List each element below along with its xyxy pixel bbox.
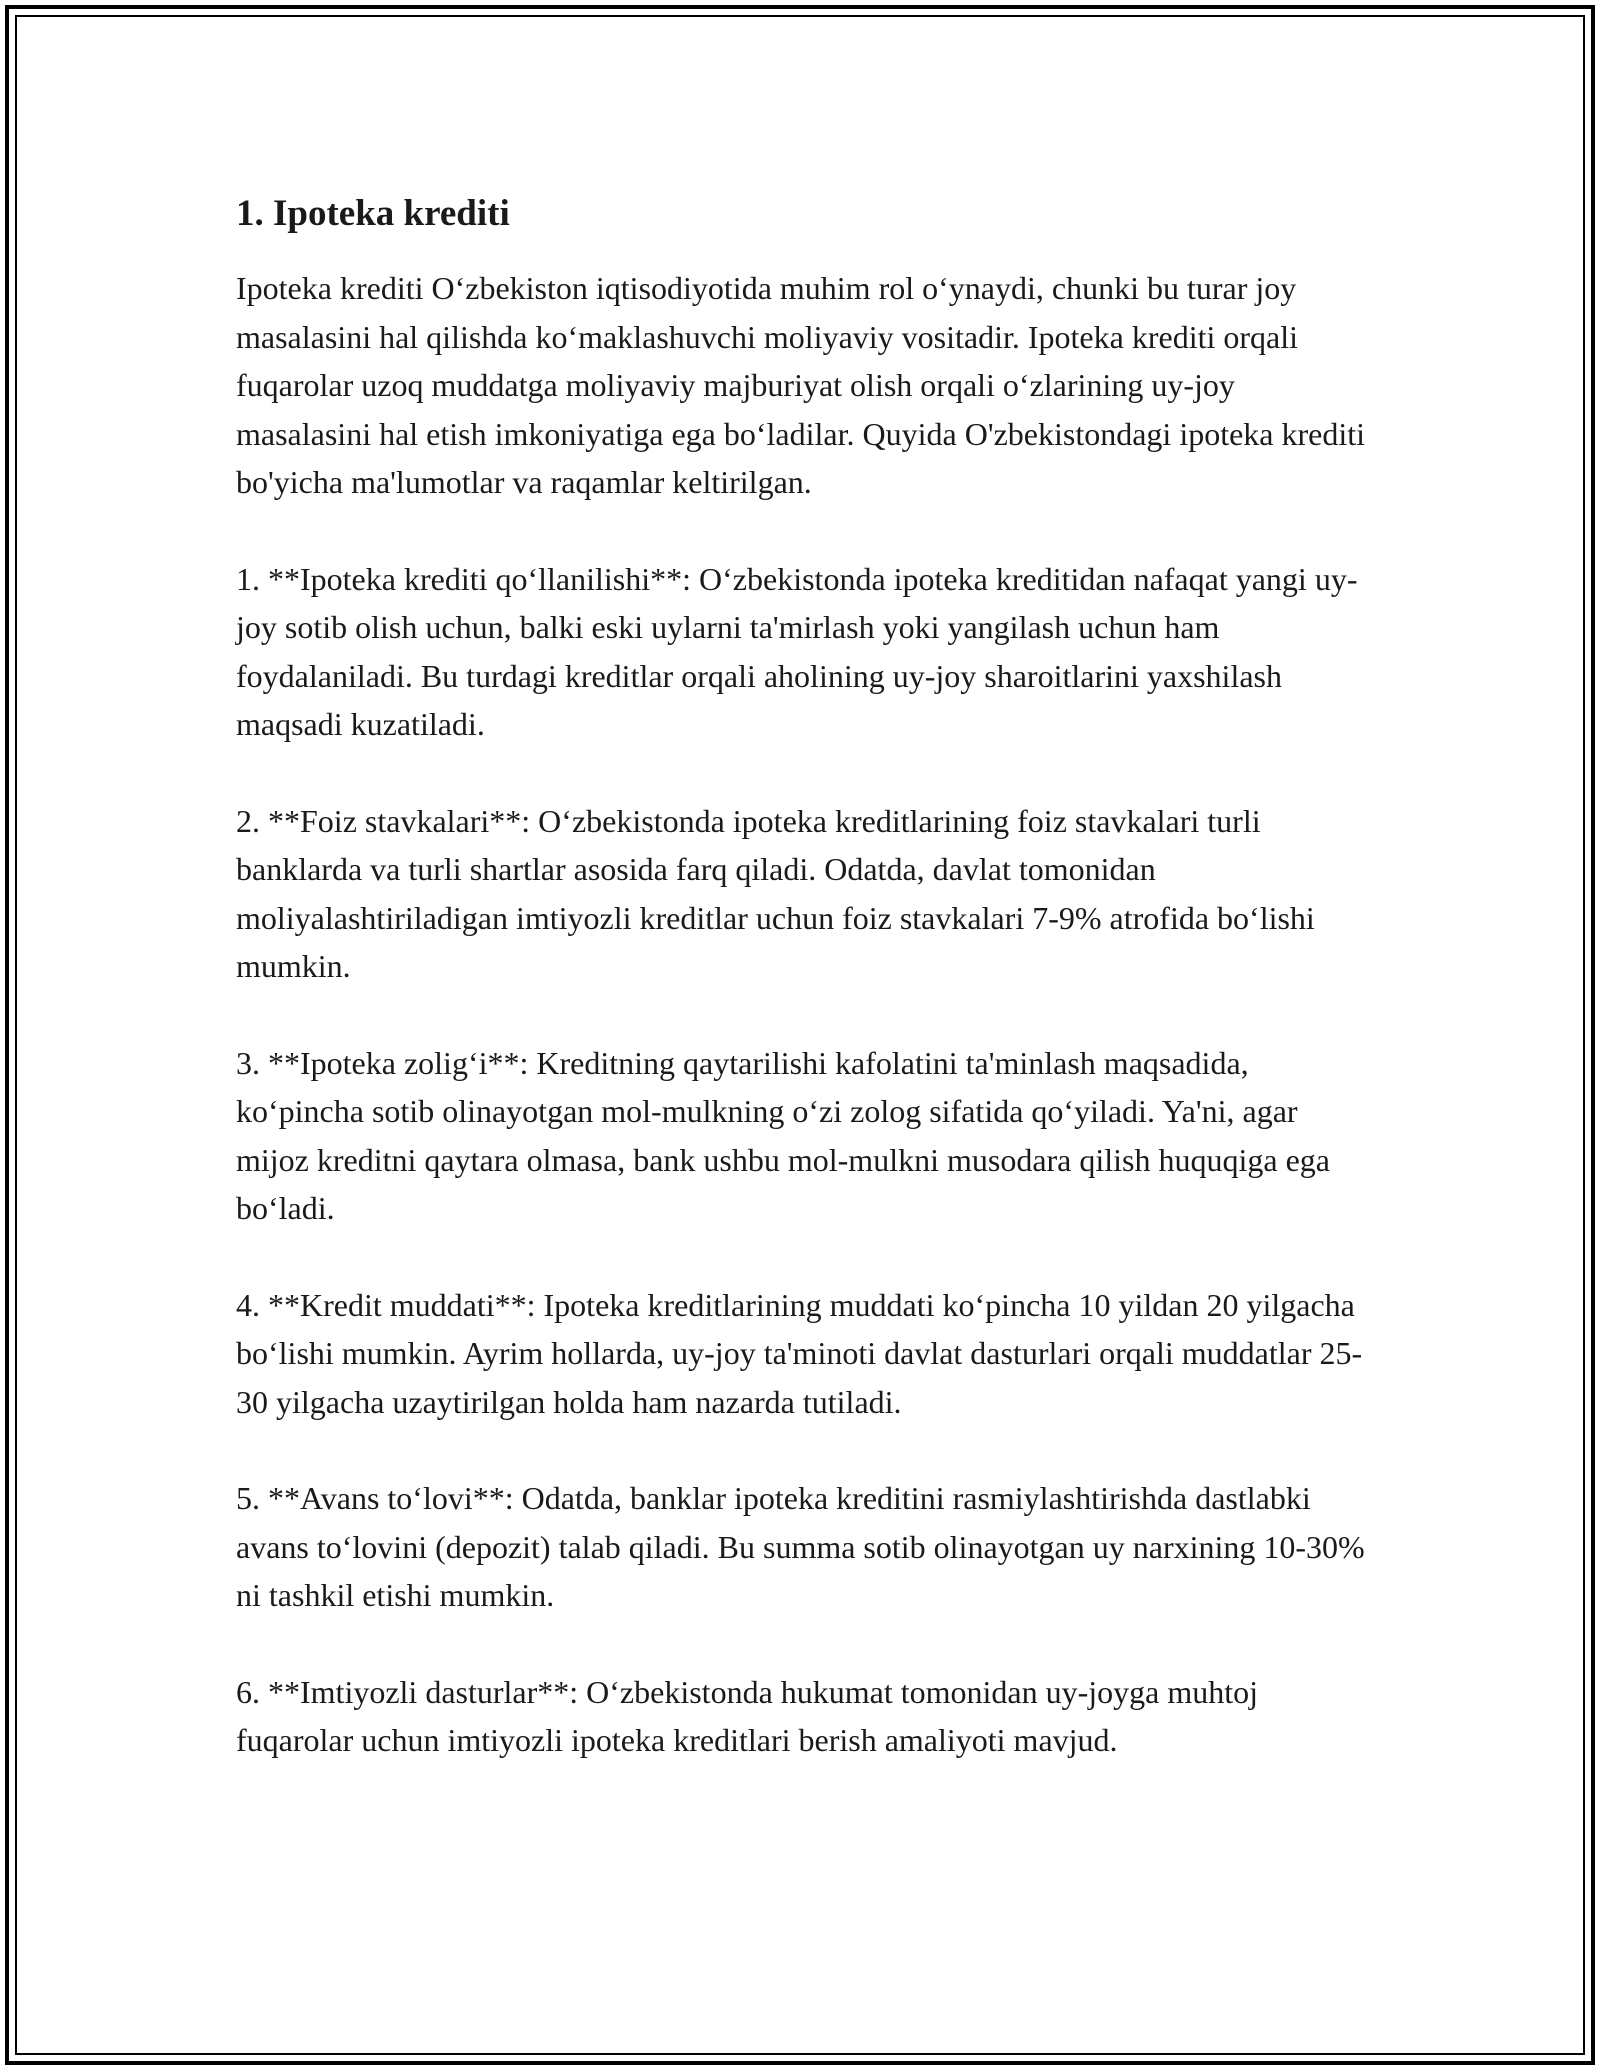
- paragraph-ipoteka-zoligi: 3. **Ipoteka zolig‘i**: Kreditning qaytarilishi kafolatini ta'minlash maqsadida, ko‘pincha sotib olinayotgan mol-mulkning o‘zi zolog sifatida qo‘yiladi. Ya'ni, agar mijoz kreditni qaytara olmasa, bank ushbu mol-mulkni musodara qilish huquqiga ega bo‘ladi.: [236, 1044, 1330, 1226]
- paragraph-foiz-stavkalari: 2. **Foiz stavkalari**: O‘zbekistonda ipoteka kreditlarining foiz stavkalari turli banklarda va turli shartlar asosida farq qiladi. Odatda, davlat tomonidan moliyalashtiriladigan imtiyozli kreditlar uchun foiz stavkalari 7-9% atrofida bo‘lishi mumkin.: [236, 802, 1315, 984]
- paragraph-kredit-qollanilishi: 1. **Ipoteka krediti qo‘llanilishi**: O‘zbekistonda ipoteka kreditidan nafaqat yangi uy-joy sotib olish uchun, balki eski uylarni ta'mirlash yoki yangilash uchun ham foydalaniladi. Bu turdagi kreditlar orqali aholining uy-joy sharoitlarini yaxshilash maqsadi kuzatiladi.: [236, 560, 1358, 742]
- paragraph-imtiyozli-dasturlar: 6. **Imtiyozli dasturlar**: O‘zbekistonda hukumat tomonidan uy-joyga muhtoj fuqarolar uchun imtiyozli ipoteka kreditlari berish amaliyoti mavjud.: [236, 1673, 1259, 1758]
- paragraph-avans-tolovi: 5. **Avans to‘lovi**: Odatda, banklar ipoteka kreditini rasmiylashtirishda dastlabki avans to‘lovini (depozit) talab qiladi. Bu summa sotib olinayotgan uy narxining 10-30% ni tashkil etishi mumkin.: [236, 1480, 1365, 1613]
- section-heading: 1. Ipoteka krediti: [236, 193, 510, 234]
- document-body: [236, 186, 1366, 1813]
- intro-paragraph: Ipoteka krediti O‘zbekiston iqtisodiyotida muhim rol o‘ynaydi, chunki bu turar joy masalasini hal qilishda ko‘maklashuvchi moliyaviy vositadir. Ipoteka krediti orqali fuqarolar uzoq muddatga moliyaviy majburiyat olish orqali o‘zlarining uy-joy masalasini hal etish imkoniyatiga ega bo‘ladilar. Quyida O'zbekistondagi ipoteka krediti bo'yicha ma'lumotlar va raqamlar keltirilgan.: [236, 270, 1366, 500]
- paragraph-kredit-muddati: 4. **Kredit muddati**: Ipoteka kreditlarining muddati ko‘pincha 10 yildan 20 yilgacha bo‘lishi mumkin. Ayrim hollarda, uy-joy ta'minoti davlat dasturlari orqali muddatlar 25-30 yilgacha uzaytirilgan holda ham nazarda tutiladi.: [236, 1286, 1363, 1420]
